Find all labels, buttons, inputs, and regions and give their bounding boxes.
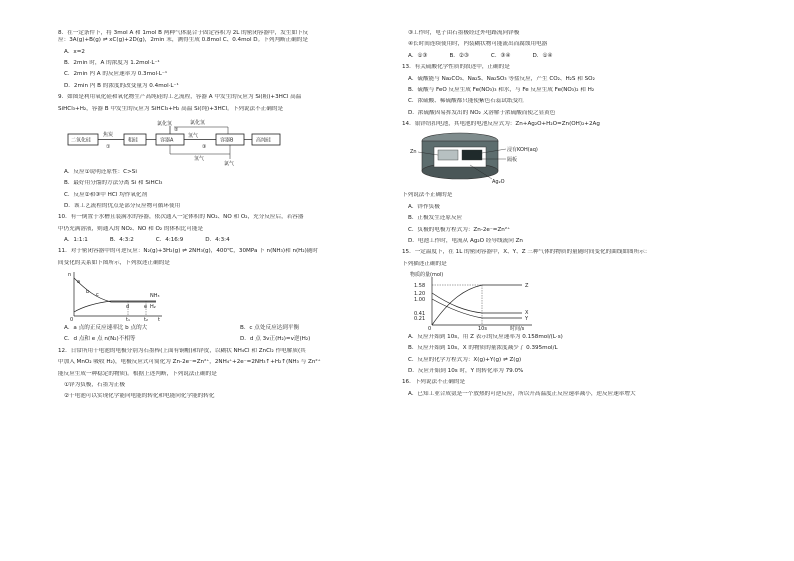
q11-point-a: a: [77, 279, 81, 286]
flow-box-sio2: 二氧化硅: [71, 137, 92, 144]
q11-label-h2: H₂: [150, 304, 156, 311]
q12-option-a: A．①③: [408, 52, 428, 59]
q15-tick-120: 1.20: [414, 290, 426, 297]
right-column: [402, 30, 747, 398]
q12-options: [408, 53, 747, 60]
flow-step-1: ①: [106, 143, 111, 150]
q8-option-a: A．x=2: [64, 48, 85, 55]
flow-step-2: ②: [174, 126, 179, 133]
q11-option-b: B．c 点处反应达到平衡: [240, 325, 300, 332]
q15-graph: [410, 271, 540, 331]
flow-box-pure-si: 高纯硅: [256, 137, 272, 144]
q9-line2: SiHCl₃+H₂，容器 B 中发生的反应为 SiHCl₃+H₂ 高温 Si(纯)+3HCl。下列说法不正确的是: [58, 105, 284, 112]
q15-tick-041: 0.41: [414, 310, 426, 317]
q12-statement-3: ③工作时，电子由石墨极经过外电路流向锌极: [408, 30, 520, 36]
q12-statement-2: ②干电池可以实现化学能向电能的转化和电能向化学能的转化: [64, 393, 215, 400]
q11-origin: 0: [70, 317, 74, 323]
q14-line2: 下列说法不正确的是: [402, 192, 453, 199]
q11-option-a: A．a 点的正反应速率比 b 点的大: [64, 325, 148, 332]
q8-line2: 应：3A(g)+B(g) ⇌ xC(g)+2D(g)，2min 末，测得生成 0.8mol C、0.4mol D。下列判断正确的是: [58, 37, 308, 44]
flow-step-3: ③: [202, 143, 207, 150]
q11-point-d: d: [126, 304, 130, 311]
flow-box-crude-si: 粗硅: [128, 137, 139, 144]
q15-option-a: A．反应开始到 10s，用 Z 表示的反应速率为 0.158mol/(L·s): [408, 333, 563, 340]
q12-statement-4: ④长时间连续使用时，内装糊状物可能流出而腐蚀用电器: [408, 41, 548, 48]
q15-option-b: B．反应开始到 10s，X 的物质的量浓度减少了 0.395mol/L: [408, 345, 558, 352]
q12-option-c: C．③④: [490, 52, 511, 59]
flow-label-cl2: 氯气: [224, 160, 235, 166]
q15-series-y: Y: [525, 315, 529, 322]
q12-option-d: D．①④: [532, 52, 553, 59]
q16-option-a: A．已知工业合成氨是一个放热的可逆反应，所以升高温度正反应速率减小，逆反应速率增大: [408, 390, 636, 397]
q15-tick-100: 1.00: [414, 296, 426, 303]
q10-options: [64, 237, 403, 244]
q11-point-b: b: [86, 289, 90, 296]
q10-option-c: C．4:16:9: [155, 237, 184, 244]
q11-option-c: C．d 点和 e 点 n(N₂)不相等: [64, 336, 136, 343]
q12-line1: 12．日常所用干电池的电极分别为石墨棒(上面有铜帽)和锌皮，以糊状 NH₄Cl 和 ZnCl₂ 作电解质(其: [58, 347, 306, 354]
q8-line1: 8．在一定条件下，将 3mol A 和 1mol B 两种气体混合于固定容积为 2L 的密闭容器中，发生如下反: [58, 30, 309, 36]
q11-y-label: n: [68, 272, 72, 279]
q15-line2: 下列描述正确的是: [402, 260, 447, 267]
q11-point-e: e: [144, 304, 148, 311]
q14-option-b: B．正极发生还原反应: [408, 215, 463, 222]
q9-option-a: A．反应①说明还原性：C>Si: [64, 168, 137, 175]
q13-option-d: D．浓硫酸因易挥发出的 NO₂ 又溶解于浓硫酸而使之显黄色: [408, 109, 556, 116]
q12-line3: 能反应生成一种稳定的物质)。根据上述判断，下列说法正确的是: [58, 370, 217, 377]
q11-line2: 间变化的关系如下图所示，下列叙述正确的是: [58, 259, 170, 266]
flow-box-vessel-a: 容器A: [160, 137, 174, 144]
q8-option-d: D．2min 内 B 的浓度的改变量为 0.4mol·L⁻¹: [64, 82, 179, 89]
q12-line2: 中加入 MnO₂ 吸收 H₂)，电极反应式可简化为 Zn-2e⁻=Zn²⁺，2NH₄⁺+2e⁻=2NH₃↑+H₂↑(NH₃ 与 Zn²⁺: [58, 359, 321, 366]
q15-y-label: 物质的量(mol): [410, 271, 444, 278]
q11-point-c: c: [96, 292, 99, 299]
q15-x-label: 时间/s: [510, 325, 525, 331]
q11-label-nh3: NH₃: [150, 293, 160, 300]
q13-option-b: B．硫酸与 FeO 反应生成 Fe(NO₃)₃ 和水，与 Fe 反应生成 Fe(NO₃)₂ 和 H₂: [408, 86, 595, 93]
q11-options-row1: [64, 325, 403, 332]
q11-t: t: [158, 317, 160, 323]
q10-option-b: B．4:3:2: [109, 237, 134, 244]
q15-origin: 0: [428, 325, 432, 331]
flow-box-vessel-b: 容器B: [220, 137, 234, 144]
q13-option-a: A．硫酸能与 Na₂CO₃、Na₂S、Na₂SO₃ 等盐反应，产生 CO₂、H₂S 和 SO₂: [408, 75, 595, 82]
q9-option-d: D．该工艺流程的优点是部分反应物可循环使用: [64, 202, 181, 209]
q10-option-a: A．1:1:1: [64, 237, 88, 244]
q15-option-c: C．反应的化学方程式为：X(g)+Y(g) ⇌ Z(g): [408, 356, 522, 363]
q15-option-d: D．反应开始到 10s 时，Y 的转化率为 79.0%: [408, 368, 524, 375]
q10-line2: 中仍充满溶液，则通入的 NO₂、NO 和 O₂ 的体积比可能是: [58, 225, 204, 232]
q15-series-z: Z: [525, 282, 529, 289]
q14-label-koh: 浸有KOH(aq): [507, 147, 538, 154]
q12-option-b: B．②③: [449, 52, 469, 59]
flow-label-coke: 焦炭: [103, 131, 114, 138]
q14-option-d: D．电池工作时，电流从 Ag₂O 经导线流向 Zn: [408, 237, 523, 244]
q13-line1: 13．有关硫酸化学性质的叙述中，正确的是: [402, 64, 510, 71]
flow-label-hcl-in: 氯化氢: [157, 120, 173, 127]
q16-line1: 16．下列说法不正确的是: [402, 379, 466, 386]
q15-tick-158: 1.58: [414, 282, 426, 289]
q11-line1: 11．对于密闭容器中的可逆反应：N₂(g)+3H₂(g) ⇌ 2NH₃(g)，400℃，30MPa 下 n(NH₃)和 n(H₂)随时: [58, 248, 318, 255]
q9-option-b: B．最好用分馏的方法分离 Si 和 SiHCl₃: [64, 180, 163, 187]
q8-option-b: B．2min 时，A 的浓度为 1.2mol·L⁻¹: [64, 59, 160, 66]
left-column: [58, 30, 403, 401]
q13-option-c: C．浓硫酸、稀硫酸都只能使紫色石蕊试纸变红: [408, 98, 524, 105]
q15-line1: 15．一定温度下，在 1L 的密闭容器中，X、Y、Z 三种气体的物质的量随时间变化的曲线如图所示：: [402, 249, 651, 256]
q9-option-c: C．反应②和③中 HCl 均作氧化剂: [64, 191, 148, 198]
q14-option-a: A．锌作负极: [408, 203, 440, 210]
flow-label-h2-in: 氢气: [188, 132, 199, 139]
flow-label-h2-recycle: 氢气: [194, 155, 205, 162]
q8-option-c: C．2min 内 A 的反应速率为 0.3mol·L⁻¹: [64, 71, 168, 78]
q11-t2: t₂: [144, 317, 148, 323]
q14-button-cell-diagram: [410, 131, 560, 189]
q11-option-d: D．d 点 3v正(H₂)=v逆(H₂): [240, 336, 311, 343]
q10-line1: 10．有一倒置于水槽且装满水的容器，依次通入一定体积的 NO₂、NO 和 O₂，充分反应后，若容器: [58, 214, 304, 221]
q15-tick-10s: 10s: [478, 325, 487, 331]
q14-option-c: C．负极的电极方程式为：Zn-2e⁻=Zn²⁺: [408, 226, 511, 233]
q14-label-ag2o: Ag₂O: [492, 179, 505, 186]
q11-t1: t₁: [126, 317, 130, 323]
q15-series-x: X: [525, 309, 529, 316]
q12-statement-1: ①锌为负极，石墨为正极: [64, 382, 125, 389]
flow-label-hcl-recycle: 氯化氢: [190, 119, 206, 126]
q9-line1: 9．如图是利用氧化硅和氧化物生产高纯硅的工艺流程，容器 A 中发生的反应为 Si(粗)+3HCl 高温: [58, 94, 302, 101]
q11-options-row2: [64, 336, 403, 343]
q15-tick-021: 0.21: [414, 315, 426, 322]
q11-graph: [66, 270, 166, 322]
q14-line1: 14．银锌纽扣电池，其电池的电池反应式为：Zn+Ag₂O+H₂O=Zn(OH)₂+2Ag: [402, 121, 600, 128]
q9-flow-diagram: [66, 116, 296, 166]
q14-label-separator: 隔板: [507, 157, 518, 164]
q14-label-zn: Zn: [410, 149, 417, 156]
q10-option-d: D．4:3:4: [205, 237, 230, 244]
